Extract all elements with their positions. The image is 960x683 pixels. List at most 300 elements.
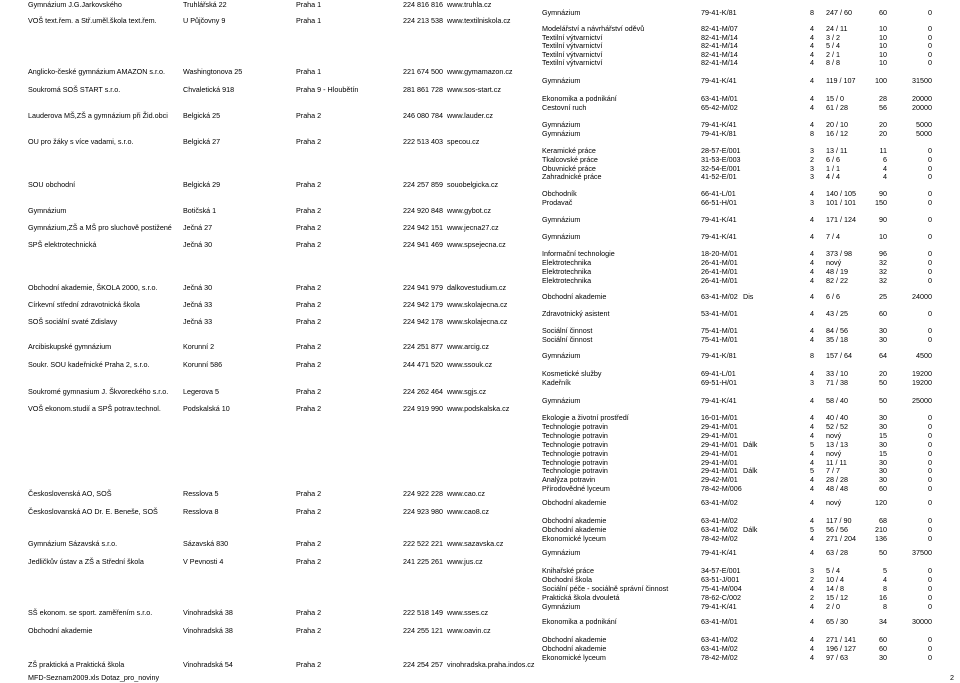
school-city: Praha 9 - Hloubětín (296, 85, 359, 94)
program-years: 2 (810, 593, 814, 602)
program-name: Textilní výtvarnictví (542, 58, 603, 67)
program-capacity: 10 (879, 41, 887, 50)
program-name: Analýza potravin (542, 475, 596, 484)
program-name: Obchodní akademie (542, 644, 607, 653)
program-capacity: 10 (879, 24, 887, 33)
school-web: www.cao8.cz (447, 507, 489, 516)
program-code: 66-51-H/01 (701, 198, 737, 207)
program-code: 63-41-M/01 (701, 94, 738, 103)
program-fee: 0 (928, 309, 932, 318)
school-web: www.spsejecna.cz (447, 240, 506, 249)
program-capacity: 64 (879, 351, 887, 360)
program-name: Elektrotechnika (542, 267, 592, 276)
school-phone: 224 923 980 (403, 507, 443, 516)
program-applicants: 65 / 30 (826, 617, 848, 626)
school-name: Soukromá SOŠ START s.r.o. (28, 85, 121, 94)
program-years: 4 (810, 309, 814, 318)
program-applicants: 97 / 63 (826, 653, 848, 662)
program-name: Technologie potravin (542, 431, 608, 440)
program-applicants: 3 / 2 (826, 33, 840, 42)
program-years: 3 (810, 146, 814, 155)
school-web: specou.cz (447, 137, 480, 146)
program-years: 5 (810, 440, 814, 449)
program-applicants: 10 / 4 (826, 575, 844, 584)
program-capacity: 8 (883, 584, 887, 593)
program-code: 78-42-M/02 (701, 653, 738, 662)
program-capacity: 96 (879, 249, 887, 258)
program-code: 82-41-M/14 (701, 41, 738, 50)
school-name: Lauderova MŠ,ZŠ a gymnázium při Žid.obci (28, 111, 168, 120)
school-web: www.jecna27.cz (447, 223, 499, 232)
program-applicants: 6 / 6 (826, 155, 840, 164)
program-years: 4 (810, 653, 814, 662)
program-code: 29-41-M/01 (701, 440, 738, 449)
program-fee: 0 (928, 8, 932, 17)
program-capacity: 150 (875, 198, 887, 207)
program-years: 4 (810, 120, 814, 129)
program-fee: 0 (928, 431, 932, 440)
program-years: 4 (810, 584, 814, 593)
school-phone: 224 255 121 (403, 626, 443, 635)
program-name: Zahradnické práce (542, 172, 602, 181)
program-name: Keramické práce (542, 146, 596, 155)
program-applicants: 6 / 6 (826, 292, 840, 301)
program-years: 4 (810, 449, 814, 458)
program-code: 63-41-M/01 (701, 617, 738, 626)
program-fee: 0 (928, 644, 932, 653)
program-fee: 0 (928, 484, 932, 493)
program-applicants: 247 / 60 (826, 8, 852, 17)
program-fee: 0 (928, 249, 932, 258)
program-capacity: 136 (875, 534, 887, 543)
program-fee: 0 (928, 41, 932, 50)
program-code: 82-41-M/14 (701, 33, 738, 42)
program-code: 69-41-L/01 (701, 369, 736, 378)
program-code: 28-57-E/001 (701, 146, 741, 155)
program-name: Přírodovědné lyceum (542, 484, 610, 493)
program-years: 4 (810, 258, 814, 267)
program-name: Gymnázium (542, 232, 581, 241)
program-code: 29-42-M/01 (701, 475, 738, 484)
program-capacity: 34 (879, 617, 887, 626)
school-phone: 224 816 816 (403, 0, 443, 9)
program-name: Ekonomické lyceum (542, 653, 606, 662)
school-name: Církevní střední zdravotnická škola (28, 300, 140, 309)
program-code: 16-01-M/01 (701, 413, 738, 422)
program-years: 3 (810, 164, 814, 173)
program-applicants: 56 / 56 (826, 525, 848, 534)
program-years: 4 (810, 458, 814, 467)
program-form: Dálk (743, 466, 758, 475)
school-phone: 224 920 848 (403, 206, 443, 215)
program-form: Dálk (743, 440, 758, 449)
school-city: Praha 1 (296, 16, 322, 25)
program-name: Informační technologie (542, 249, 615, 258)
program-years: 5 (810, 466, 814, 475)
program-years: 4 (810, 396, 814, 405)
program-applicants: 48 / 48 (826, 484, 848, 493)
school-street: Ječná 27 (183, 223, 213, 232)
school-name: VOŠ text.řem. a Stř.uměl.škola text.řem. (28, 16, 157, 25)
program-name: Cestovní ruch (542, 103, 587, 112)
program-capacity: 5 (883, 566, 887, 575)
program-years: 8 (810, 351, 814, 360)
school-street: Truhlářská 22 (183, 0, 227, 9)
program-fee: 20000 (912, 103, 932, 112)
program-years: 4 (810, 326, 814, 335)
school-web: www.skolajecna.cz (447, 300, 508, 309)
program-years: 5 (810, 525, 814, 534)
program-applicants: 48 / 19 (826, 267, 848, 276)
school-phone: 241 225 261 (403, 557, 443, 566)
program-code: 29-41-M/01 (701, 458, 738, 467)
program-name: Gymnázium (542, 602, 581, 611)
school-phone: 224 942 179 (403, 300, 443, 309)
program-fee: 0 (928, 422, 932, 431)
program-years: 4 (810, 516, 814, 525)
program-applicants: nový (826, 449, 842, 458)
school-city: Praha 2 (296, 223, 322, 232)
program-fee: 0 (928, 189, 932, 198)
school-web: www.sos-start.cz (447, 85, 501, 94)
program-fee: 5000 (916, 129, 932, 138)
program-code: 82-41-M/14 (701, 58, 738, 67)
program-code: 75-41-M/004 (701, 584, 742, 593)
program-code: 53-41-M/01 (701, 309, 738, 318)
program-capacity: 30 (879, 466, 887, 475)
school-name: Soukromé gymnasium J. Škvoreckého s.r.o. (28, 387, 169, 396)
school-city: Praha 2 (296, 283, 322, 292)
program-years: 4 (810, 617, 814, 626)
program-applicants: 13 / 13 (826, 440, 848, 449)
program-applicants: 15 / 0 (826, 94, 844, 103)
program-capacity: 50 (879, 396, 887, 405)
program-years: 3 (810, 566, 814, 575)
program-applicants: 71 / 38 (826, 378, 848, 387)
program-name: Kadeřník (542, 378, 571, 387)
program-fee: 0 (928, 413, 932, 422)
program-name: Obchodní škola (542, 575, 592, 584)
program-applicants: 82 / 22 (826, 276, 848, 285)
school-phone: 224 922 228 (403, 489, 443, 498)
program-name: Textilní výtvarnictví (542, 41, 603, 50)
program-fee: 0 (928, 146, 932, 155)
program-code: 75-41-M/01 (701, 335, 738, 344)
program-applicants: 52 / 52 (826, 422, 848, 431)
program-applicants: 33 / 10 (826, 369, 848, 378)
program-capacity: 16 (879, 593, 887, 602)
program-code: 34-57-E/001 (701, 566, 741, 575)
program-name: Obuvnické práce (542, 164, 596, 173)
program-code: 63-41-M/02 (701, 516, 738, 525)
school-city: Praha 2 (296, 404, 322, 413)
program-applicants: 196 / 127 (826, 644, 856, 653)
sheet-footer-label: MFD-Seznam2009.xls Dotaz_pro_noviny (28, 673, 160, 682)
school-street: Vinohradská 38 (183, 626, 233, 635)
program-fee: 24000 (912, 292, 932, 301)
program-years: 4 (810, 249, 814, 258)
program-name: Technologie potravin (542, 449, 608, 458)
program-applicants: 16 / 12 (826, 129, 848, 138)
school-street: Vinohradská 54 (183, 660, 233, 669)
program-capacity: 10 (879, 50, 887, 59)
school-web: www.sazavska.cz (447, 539, 504, 548)
school-city: Praha 2 (296, 300, 322, 309)
program-fee: 0 (928, 635, 932, 644)
school-name: Gymnázium J.G.Jarkovského (28, 0, 122, 9)
school-street: Resslova 8 (183, 507, 219, 516)
school-name: Gymnázium Sázavská s.r.o. (28, 539, 118, 548)
program-fee: 37500 (912, 548, 932, 557)
school-web: dalkovestudium.cz (447, 283, 507, 292)
program-code: 63-41-M/02 (701, 635, 738, 644)
program-code: 66-41-L/01 (701, 189, 736, 198)
program-years: 3 (810, 198, 814, 207)
program-name: Elektrotechnika (542, 276, 592, 285)
program-code: 79-41-K/81 (701, 129, 737, 138)
program-code: 32-54-E/001 (701, 164, 741, 173)
school-street: Ječná 30 (183, 240, 213, 249)
school-phone: 224 213 538 (403, 16, 443, 25)
program-years: 3 (810, 172, 814, 181)
program-applicants: 5 / 4 (826, 566, 840, 575)
program-fee: 0 (928, 458, 932, 467)
program-fee: 0 (928, 566, 932, 575)
school-city: Praha 2 (296, 608, 322, 617)
program-code: 29-41-M/01 (701, 431, 738, 440)
page-number: 2 (950, 673, 954, 682)
program-name: Sociální činnost (542, 326, 593, 335)
school-web: www.ssouk.cz (447, 360, 493, 369)
program-code: 69-51-H/01 (701, 378, 737, 387)
program-code: 26-41-M/01 (701, 276, 738, 285)
school-city: Praha 2 (296, 660, 322, 669)
school-name: SŠ ekonom. se sport. zaměřením s.r.o. (28, 608, 153, 617)
school-street: Sázavská 830 (183, 539, 229, 548)
program-name: Technologie potravin (542, 458, 608, 467)
school-street: Chvaletická 918 (183, 85, 235, 94)
school-city: Praha 2 (296, 360, 322, 369)
school-city: Praha 2 (296, 539, 322, 548)
program-years: 4 (810, 548, 814, 557)
program-applicants: 157 / 64 (826, 351, 852, 360)
program-name: Gymnázium (542, 76, 581, 85)
program-applicants: nový (826, 431, 842, 440)
school-name: Arcibiskupské gymnázium (28, 342, 112, 351)
program-capacity: 60 (879, 309, 887, 318)
school-web: www.sgjs.cz (447, 387, 487, 396)
program-capacity: 90 (879, 215, 887, 224)
program-applicants: 40 / 40 (826, 413, 848, 422)
program-fee: 0 (928, 335, 932, 344)
program-name: Sociální činnost (542, 335, 593, 344)
program-capacity: 68 (879, 516, 887, 525)
school-city: Praha 2 (296, 507, 322, 516)
program-capacity: 210 (875, 525, 887, 534)
program-applicants: 5 / 4 (826, 41, 840, 50)
program-capacity: 10 (879, 58, 887, 67)
program-name: Ekonomika a podnikání (542, 94, 617, 103)
program-fee: 0 (928, 584, 932, 593)
program-capacity: 28 (879, 94, 887, 103)
program-capacity: 100 (875, 76, 887, 85)
program-code: 26-41-M/01 (701, 267, 738, 276)
program-capacity: 30 (879, 653, 887, 662)
program-name: Gymnázium (542, 351, 581, 360)
school-web: www.sses.cz (447, 608, 489, 617)
school-street: Belgická 27 (183, 137, 221, 146)
school-phone: 221 674 500 (403, 67, 443, 76)
program-name: Gymnázium (542, 8, 581, 17)
program-applicants: 61 / 28 (826, 103, 848, 112)
program-name: Gymnázium (542, 129, 581, 138)
program-capacity: 20 (879, 120, 887, 129)
program-name: Gymnázium (542, 215, 581, 224)
program-years: 4 (810, 534, 814, 543)
school-name: Jedličkův ústav a ZŠ a Střední škola (28, 557, 144, 566)
program-applicants: 84 / 56 (826, 326, 848, 335)
school-web: www.gymamazon.cz (447, 67, 513, 76)
school-row (0, 660, 540, 670)
program-code: 18-20-M/01 (701, 249, 738, 258)
program-years: 8 (810, 129, 814, 138)
school-name: Anglicko-české gymnázium AMAZON s.r.o. (28, 67, 166, 76)
program-code: 41-52-E/01 (701, 172, 737, 181)
program-years: 2 (810, 155, 814, 164)
program-applicants: 101 / 101 (826, 198, 856, 207)
program-code: 82-41-M/14 (701, 50, 738, 59)
school-city: Praha 2 (296, 489, 322, 498)
program-years: 4 (810, 33, 814, 42)
program-applicants: 58 / 40 (826, 396, 848, 405)
school-city: Praha 2 (296, 180, 322, 189)
program-capacity: 60 (879, 484, 887, 493)
program-applicants: 13 / 11 (826, 146, 848, 155)
program-code: 63-41-M/02 (701, 292, 738, 301)
program-fee: 0 (928, 215, 932, 224)
program-fee: 0 (928, 602, 932, 611)
school-street: Podskalská 10 (183, 404, 230, 413)
program-name: Obchodní akademie (542, 635, 607, 644)
program-fee: 0 (928, 449, 932, 458)
program-name: Tkalcovské práce (542, 155, 598, 164)
school-street: U Půjčovny 9 (183, 16, 226, 25)
school-web: www.textilniskola.cz (447, 16, 511, 25)
school-street: Ječná 33 (183, 317, 213, 326)
program-capacity: 30 (879, 440, 887, 449)
program-capacity: 11 (879, 146, 887, 155)
program-code: 29-41-M/01 (701, 466, 738, 475)
school-web: www.truhla.cz (447, 0, 492, 9)
program-fee: 0 (928, 155, 932, 164)
program-capacity: 30 (879, 335, 887, 344)
program-capacity: 32 (879, 267, 887, 276)
program-code: 79-41-K/41 (701, 215, 737, 224)
program-fee: 0 (928, 33, 932, 42)
school-name: VOŠ ekonom.studií a SPŠ potrav.technol. (28, 404, 161, 413)
program-name: Textilní výtvarnictví (542, 33, 603, 42)
program-code: 79-41-K/41 (701, 548, 737, 557)
school-phone: 244 471 520 (403, 360, 443, 369)
program-years: 4 (810, 76, 814, 85)
program-years: 4 (810, 292, 814, 301)
program-name: Obchodní akademie (542, 498, 607, 507)
program-years: 4 (810, 413, 814, 422)
program-applicants: nový (826, 258, 842, 267)
program-applicants: 7 / 7 (826, 466, 840, 475)
school-web: www.podskalska.cz (447, 404, 510, 413)
program-code: 63-51-J/001 (701, 575, 740, 584)
program-years: 4 (810, 24, 814, 33)
school-web: vinohradska.praha.indos.cz (447, 660, 535, 669)
school-phone: 224 942 151 (403, 223, 443, 232)
program-code: 82-41-M/07 (701, 24, 738, 33)
school-city: Praha 2 (296, 240, 322, 249)
program-code: 75-41-M/01 (701, 326, 738, 335)
program-fee: 20000 (912, 94, 932, 103)
program-capacity: 60 (879, 8, 887, 17)
program-years: 4 (810, 635, 814, 644)
school-street: Korunní 586 (183, 360, 223, 369)
program-name: Gymnázium (542, 396, 581, 405)
program-capacity: 60 (879, 635, 887, 644)
program-fee: 0 (928, 198, 932, 207)
school-web: www.skolajecna.cz (447, 317, 508, 326)
program-applicants: 1 / 1 (826, 164, 840, 173)
program-code: 79-41-K/41 (701, 602, 737, 611)
program-fee: 0 (928, 575, 932, 584)
program-form: Dálk (743, 525, 758, 534)
program-code: 78-42-M/006 (701, 484, 742, 493)
program-capacity: 30 (879, 326, 887, 335)
program-fee: 5000 (916, 120, 932, 129)
program-applicants: 20 / 10 (826, 120, 848, 129)
program-years: 4 (810, 644, 814, 653)
program-code: 29-41-M/01 (701, 422, 738, 431)
program-capacity: 120 (875, 498, 887, 507)
program-name: Obchodní akademie (542, 525, 607, 534)
program-code: 63-41-M/02 (701, 525, 738, 534)
school-city: Praha 2 (296, 317, 322, 326)
program-years: 2 (810, 575, 814, 584)
program-name: Elektrotechnika (542, 258, 592, 267)
school-phone: 224 251 877 (403, 342, 443, 351)
program-years: 4 (810, 475, 814, 484)
school-street: Resslova 5 (183, 489, 219, 498)
program-years: 4 (810, 232, 814, 241)
program-code: 26-41-M/01 (701, 258, 738, 267)
program-fee: 0 (928, 24, 932, 33)
program-code: 65-42-M/02 (701, 103, 738, 112)
program-years: 8 (810, 8, 814, 17)
program-name: Ekonomika a podnikání (542, 617, 617, 626)
school-street: Ječná 30 (183, 283, 213, 292)
program-name: Technologie potravin (542, 440, 608, 449)
school-name: ZŠ praktická a Praktická škola (28, 660, 125, 669)
program-fee: 0 (928, 326, 932, 335)
program-years: 4 (810, 484, 814, 493)
program-years: 4 (810, 267, 814, 276)
program-capacity: 90 (879, 189, 887, 198)
program-years: 4 (810, 335, 814, 344)
program-fee: 0 (928, 232, 932, 241)
program-name: Gymnázium (542, 120, 581, 129)
program-code: 79-41-K/41 (701, 120, 737, 129)
program-code: 79-41-K/41 (701, 232, 737, 241)
program-fee: 0 (928, 440, 932, 449)
school-city: Praha 2 (296, 387, 322, 396)
program-capacity: 4 (883, 172, 887, 181)
